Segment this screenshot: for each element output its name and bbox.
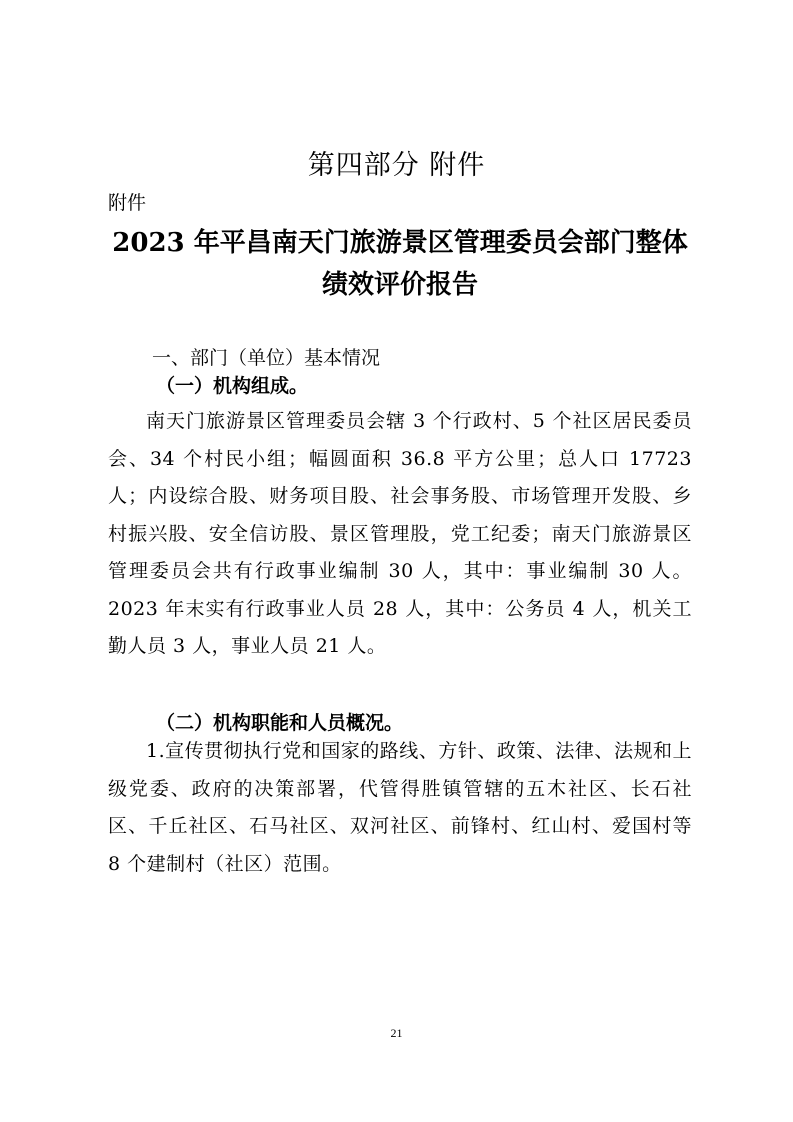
- attachment-label: 附件: [108, 192, 147, 214]
- subsection-heading-structure: （一）机构组成。: [156, 375, 309, 397]
- part-title: 第四部分 附件: [307, 150, 486, 181]
- report-title-line-2: 绩效评价报告: [321, 270, 478, 300]
- subsection-heading-functions: （二）机构职能和人员概况。: [156, 712, 404, 734]
- page-number: 21: [390, 1026, 403, 1040]
- section-heading: 一、部门（单位）基本情况: [152, 347, 381, 369]
- report-title-line-1: 2023 年平昌南天门旅游景区管理委员会部门整体: [112, 228, 688, 258]
- paragraph-structure: 南天门旅游景区管理委员会辖 3 个行政村、5 个社区居民委员会、34 个村民小组；幅圆面积 36.8 平方公里；总人口 17723 人；内设综合股、财务项目股、社会事务股、市场管理开发股、乡村振兴股、安全信访股、景区管理股，党工纪委；南天门旅游景区管理委员会共有行政事业编制 30 人，其中：事业编制 30 人。2023 年末实有行政事业人员 28 人，其中：公务员 4 人，机关工勤人员 3 人，事业人员 21 人。: [108, 410, 692, 657]
- paragraph-functions: 1.宣传贯彻执行党和国家的路线、方针、政策、法律、法规和上级党委、政府的决策部署，代管得胜镇管辖的五木社区、长石社区、千丘社区、石马社区、双河社区、前锋村、红山村、爱国村等 8 个建制村（社区）范围。: [108, 740, 692, 875]
- report-title: [100, 222, 700, 306]
